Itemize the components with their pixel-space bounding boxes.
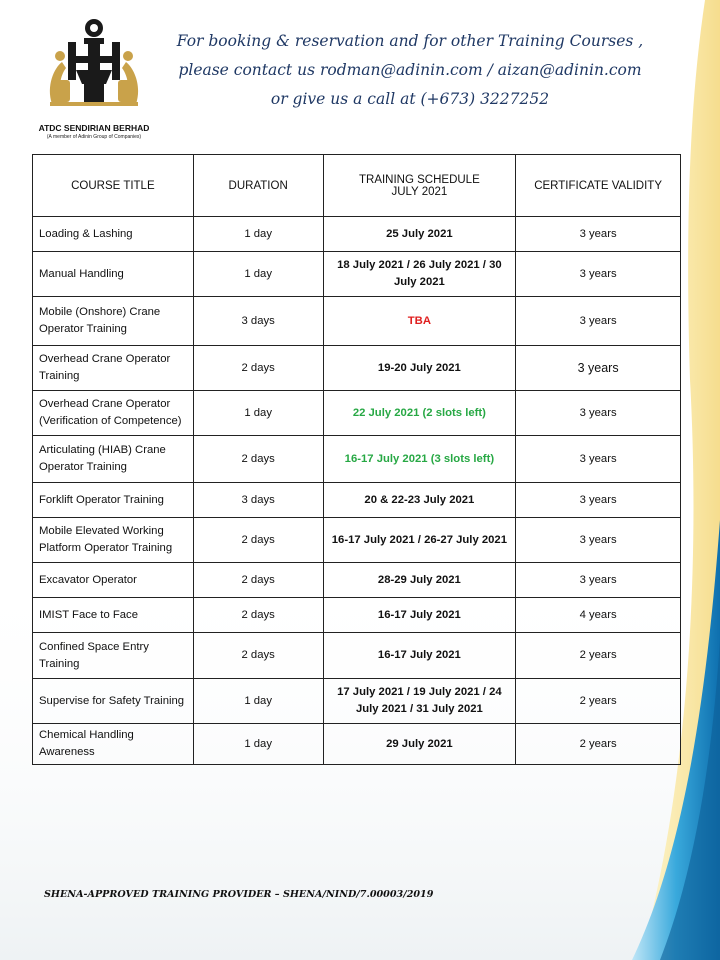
schedule-cell-slots-left: 16-17 July 2021 (3 slots left) <box>323 436 516 483</box>
table-row <box>33 391 681 436</box>
course-title-cell: Articulating (HIAB) Crane Operator Training <box>33 436 194 483</box>
duration-cell: 1 day <box>193 252 323 297</box>
duration-cell: 3 days <box>193 483 323 518</box>
validity-cell: 2 years <box>516 679 681 724</box>
schedule-cell: 25 July 2021 <box>323 217 516 252</box>
duration-cell: 2 days <box>193 563 323 598</box>
company-logo <box>32 16 156 142</box>
contact-line-1: For booking & reservation and for other Training Courses , <box>176 32 644 50</box>
table-row <box>33 724 681 765</box>
course-title-cell: Loading & Lashing <box>33 217 194 252</box>
validity-cell: 2 years <box>516 724 681 765</box>
duration-cell: 2 days <box>193 436 323 483</box>
table-row <box>33 633 681 679</box>
header-training-schedule <box>323 155 516 217</box>
schedule-cell: 18 July 2021 / 26 July 2021 / 30 July 2021 <box>323 252 516 297</box>
validity-cell: 4 years <box>516 598 681 633</box>
contact-line-2: please contact us rodman@adinin.com / aizan@adinin.com <box>178 61 642 79</box>
atdc-emblem-icon <box>32 16 156 122</box>
table-row <box>33 483 681 518</box>
company-tagline: (A member of Adinin Group of Companies) <box>46 134 142 140</box>
training-schedule-table <box>32 154 681 765</box>
validity-cell: 3 years <box>516 252 681 297</box>
course-title-cell: Excavator Operator <box>33 563 194 598</box>
duration-cell: 3 days <box>193 297 323 346</box>
header-certificate-validity: CERTIFICATE VALIDITY <box>516 155 681 217</box>
schedule-cell-tba: TBA <box>323 297 516 346</box>
company-name: ATDC SENDIRIAN BERHAD <box>38 123 150 133</box>
header-schedule-line-2: JULY 2021 <box>391 185 448 198</box>
validity-cell: 3 years <box>516 563 681 598</box>
validity-cell: 3 years <box>516 483 681 518</box>
course-title-cell: Overhead Crane Operator Training <box>33 346 194 391</box>
course-title-cell: Supervise for Safety Training <box>33 679 194 724</box>
course-title-cell: Forklift Operator Training <box>33 483 194 518</box>
course-title-cell: Confined Space Entry Training <box>33 633 194 679</box>
validity-cell: 2 years <box>516 633 681 679</box>
duration-cell: 2 days <box>193 633 323 679</box>
duration-cell: 1 day <box>193 217 323 252</box>
course-title-cell: Mobile (Onshore) Crane Operator Training <box>33 297 194 346</box>
course-title-cell: Overhead Crane Operator (Verification of Competence) <box>33 391 194 436</box>
schedule-cell: 16-17 July 2021 <box>323 598 516 633</box>
schedule-cell: 20 & 22-23 July 2021 <box>323 483 516 518</box>
duration-cell: 2 days <box>193 598 323 633</box>
schedule-cell: 28-29 July 2021 <box>323 563 516 598</box>
validity-cell: 3 years <box>516 518 681 563</box>
header-duration: DURATION <box>193 155 323 217</box>
header-course-title: COURSE TITLE <box>33 155 194 217</box>
table-row <box>33 563 681 598</box>
schedule-cell: 16-17 July 2021 <box>323 633 516 679</box>
table-row <box>33 297 681 346</box>
duration-cell: 1 day <box>193 679 323 724</box>
validity-cell: 3 years <box>516 391 681 436</box>
table-row <box>33 598 681 633</box>
validity-cell: 3 years <box>516 436 681 483</box>
validity-cell: 3 years <box>516 217 681 252</box>
table-row <box>33 346 681 391</box>
table-header-row <box>33 155 681 217</box>
schedule-cell: 19-20 July 2021 <box>323 346 516 391</box>
contact-info <box>172 27 648 114</box>
duration-cell: 1 day <box>193 724 323 765</box>
duration-cell: 2 days <box>193 346 323 391</box>
course-title-cell: IMIST Face to Face <box>33 598 194 633</box>
approval-footer: SHENA-APPROVED TRAINING PROVIDER – SHENA/NIND/7.00003/2019 <box>44 889 434 900</box>
schedule-cell: 17 July 2021 / 19 July 2021 / 24 July 2021 / 31 July 2021 <box>323 679 516 724</box>
table-row <box>33 518 681 563</box>
duration-cell: 2 days <box>193 518 323 563</box>
validity-cell: 3 years <box>516 297 681 346</box>
course-title-cell: Mobile Elevated Working Platform Operator Training <box>33 518 194 563</box>
schedule-cell: 16-17 July 2021 / 26-27 July 2021 <box>323 518 516 563</box>
table-row <box>33 679 681 724</box>
course-title-cell: Chemical Handling Awareness <box>33 724 194 765</box>
schedule-cell: 29 July 2021 <box>323 724 516 765</box>
table-row <box>33 436 681 483</box>
course-title-cell: Manual Handling <box>33 252 194 297</box>
validity-cell: 3 years <box>516 346 681 391</box>
header-schedule-line-1: TRAINING SCHEDULE <box>358 173 480 186</box>
table-row <box>33 217 681 252</box>
schedule-cell-slots-left: 22 July 2021 (2 slots left) <box>323 391 516 436</box>
table-row <box>33 252 681 297</box>
contact-line-3: or give us a call at (+673) 3227252 <box>270 90 550 108</box>
duration-cell: 1 day <box>193 391 323 436</box>
